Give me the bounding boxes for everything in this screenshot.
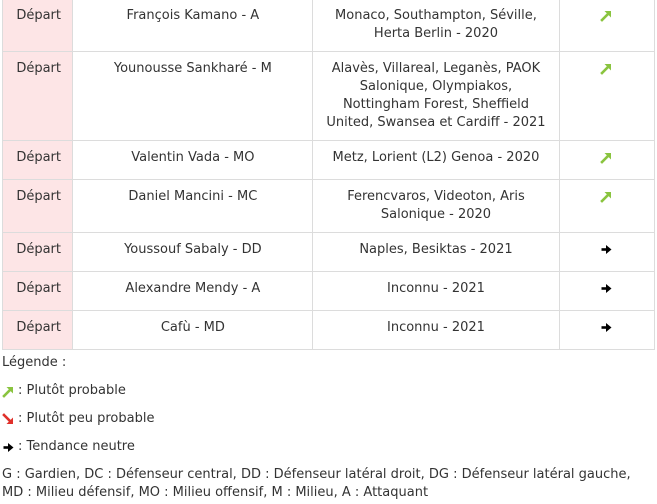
trend-cell (559, 52, 654, 141)
player-cell: Valentin Vada - MO (73, 141, 313, 180)
clubs-cell: Alavès, Villareal, Leganès, PAOK Salonique, Olympiakos, Nottingham Forest, Sheffield United, Swansea et Cardiff - 2021 (313, 52, 559, 141)
transfer-type-cell: Départ (3, 272, 73, 311)
table-row (3, 311, 655, 350)
abbreviations-line-1: G : Gardien, DC : Défenseur central, DD : Défenseur latéral droit, DG : Défenseur latéral gauche, (2, 467, 631, 482)
legend-likely-label: : Plutôt probable (18, 383, 126, 398)
table-row (3, 52, 655, 141)
trend-cell (559, 141, 654, 180)
clubs-cell: Inconnu - 2021 (313, 311, 559, 350)
arrow-up-right-icon (2, 385, 15, 398)
clubs-cell: Inconnu - 2021 (313, 272, 559, 311)
legend-neutral-label: : Tendance neutre (18, 439, 135, 454)
table-row (3, 233, 655, 272)
arrow-up-right-icon (600, 9, 614, 23)
clubs-cell: Naples, Besiktas - 2021 (313, 233, 559, 272)
arrow-right-icon (2, 441, 15, 454)
clubs-cell: Ferencvaros, Videoton, Aris Salonique - 2020 (313, 180, 559, 233)
player-cell: Younousse Sankharé - M (73, 52, 313, 141)
trend-cell (559, 0, 654, 52)
legend-unlikely-label: : Plutôt peu probable (18, 411, 155, 426)
trend-cell (559, 180, 654, 233)
arrow-right-icon (600, 282, 614, 296)
arrow-up-right-icon (600, 151, 614, 165)
player-cell: Youssouf Sabaly - DD (73, 233, 313, 272)
player-cell: Daniel Mancini - MC (73, 180, 313, 233)
transfers-table-body (3, 0, 655, 350)
transfer-type-cell: Départ (3, 52, 73, 141)
transfer-type-cell: Départ (3, 180, 73, 233)
arrow-right-icon (600, 321, 614, 335)
position-abbreviations (2, 466, 654, 502)
legend-likely (2, 382, 126, 400)
player-cell: Cafù - MD (73, 311, 313, 350)
legend-neutral (2, 438, 135, 456)
table-row (3, 180, 655, 233)
arrow-up-right-icon (600, 190, 614, 204)
table-row (3, 141, 655, 180)
table-row (3, 272, 655, 311)
player-cell: François Kamano - A (73, 0, 313, 52)
transfer-type-cell: Départ (3, 0, 73, 52)
transfers-table (2, 0, 655, 350)
legend-unlikely (2, 410, 154, 428)
clubs-cell: Metz, Lorient (L2) Genoa - 2020 (313, 141, 559, 180)
legend-title: Légende : (2, 355, 67, 370)
arrow-down-right-icon (2, 413, 15, 426)
player-cell: Alexandre Mendy - A (73, 272, 313, 311)
abbreviations-line-2: MD : Milieu défensif, MO : Milieu offensif, M : Milieu, A : Attaquant (2, 485, 429, 500)
trend-cell (559, 311, 654, 350)
table-row (3, 0, 655, 52)
arrow-right-icon (600, 243, 614, 257)
clubs-cell: Monaco, Southampton, Séville, Herta Berlin - 2020 (313, 0, 559, 52)
arrow-up-right-icon (600, 62, 614, 76)
transfer-type-cell: Départ (3, 141, 73, 180)
transfer-type-cell: Départ (3, 233, 73, 272)
transfer-type-cell: Départ (3, 311, 73, 350)
trend-cell (559, 272, 654, 311)
trend-cell (559, 233, 654, 272)
